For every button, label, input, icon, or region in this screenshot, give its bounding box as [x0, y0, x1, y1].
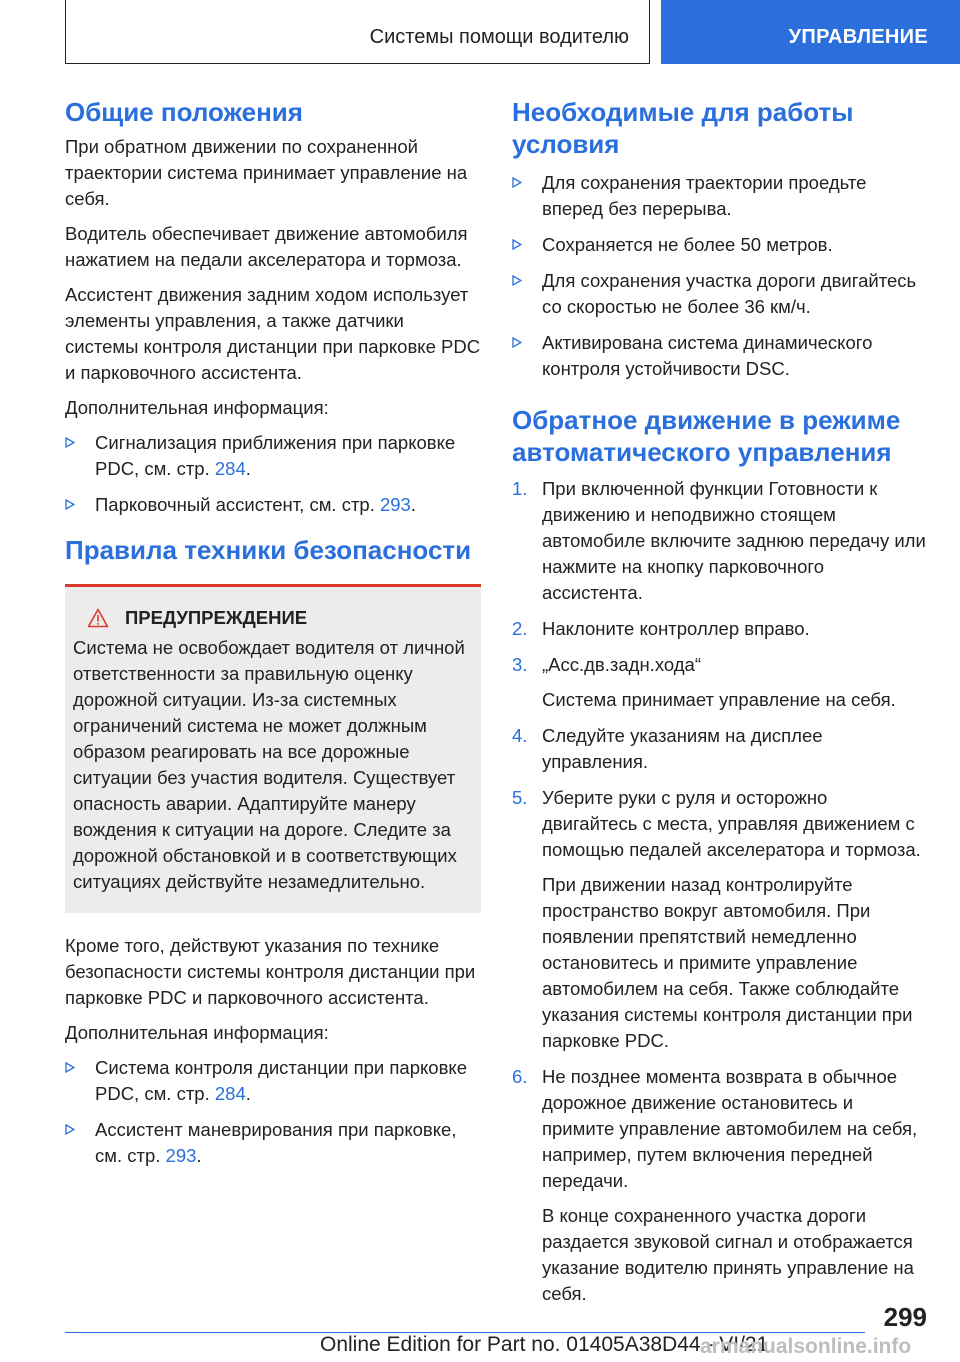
header-section-title: Системы помощи водителю — [369, 26, 629, 48]
page-link-293[interactable]: 293 — [379, 494, 411, 515]
list-item-text: Для сохранения траектории проедьте вперед без перерыва. — [542, 172, 867, 219]
step-item — [512, 723, 927, 775]
conditions-list — [512, 170, 927, 382]
general-reference-list — [65, 430, 481, 518]
list-item-text: Ассистент маневрирования при парковке, см. стр. — [95, 1119, 457, 1166]
step-text: Не позднее момента возврата в обычное дорожное движение остановитесь и примите управление автомобилем на себя, например, путем включения передней передачи. — [542, 1066, 918, 1191]
page-number: 299 — [883, 1302, 927, 1332]
general-paragraph-3: Ассистент движения задним ходом использует элементы управления, а также датчики системы контроля дистанции при парковке PDC и парковочного ассистента. — [65, 284, 481, 383]
general-paragraph-2: Водитель обеспечивает движение автомобиля нажатием на педали акселератора и тормоза. — [65, 223, 468, 270]
heading-safety: Правила техники безопасности — [65, 535, 472, 565]
list-item — [512, 330, 927, 382]
step-number: 6. — [512, 1066, 528, 1087]
step-text: „Асс.дв.задн.хода“ — [542, 654, 701, 675]
header-section-box — [65, 0, 650, 64]
step-item — [512, 1064, 927, 1307]
triangle-bullet-icon — [65, 1062, 75, 1073]
list-item-text: Парковочный ассистент, см. стр. — [95, 494, 380, 515]
list-item-text: Сигнализация приближения при парковке PDC, см. стр. — [95, 432, 456, 479]
step-number: 2. — [512, 618, 528, 639]
list-item-text: Система контроля дистанции при парковке PDC, см. стр. — [95, 1057, 467, 1104]
general-paragraph-1: При обратном движении по сохраненной траектории система принимает управление на себя. — [65, 136, 468, 209]
step-number: 4. — [512, 725, 528, 746]
heading-general: Общие положения — [65, 97, 303, 127]
watermark: armanualsonline.info — [700, 1335, 912, 1358]
triangle-bullet-icon — [65, 499, 75, 510]
warning-text: Система не освобождает водителя от личной ответственности за правильную оценку дорожной ситуации. Из-за системных ограничений система не может должным образом реагировать на все дорожные ситуации без участия водителя. Существует опасность аварии. Адаптируйте манеру вождения к ситуации на дороге. Следите за дорожной обстановкой и в соответствующих ситуациях действуйте незамедлительно. — [73, 637, 465, 892]
step-item — [512, 616, 927, 642]
step-text: Уберите руки с руля и осторожно двигайтесь с места, управляя движением с помощью педалей акселератора и тормоза. — [542, 787, 921, 860]
auto-steps-list — [512, 476, 927, 1307]
list-item — [512, 170, 927, 222]
step-text: Наклоните контроллер вправо. — [542, 618, 810, 639]
list-item-text: Активирована система динамического контроля устойчивости DSC. — [542, 332, 873, 379]
list-item — [512, 232, 927, 258]
list-item: Система контроля дистанции при парковке PDC, см. стр. 284. — [65, 1055, 481, 1107]
footer-edition: Online Edition for Part no. 01405A38D44 - VI/21 — [320, 1333, 769, 1356]
step-item — [512, 652, 927, 713]
header-chapter-tab — [661, 0, 960, 64]
triangle-bullet-icon — [512, 275, 522, 286]
safety-paragraph-1: Кроме того, действуют указания по технике безопасности системы контроля дистанции при парковке PDC и парковочного ассистента. — [65, 935, 476, 1008]
page-link-284[interactable]: 284 — [214, 1083, 246, 1104]
general-more-info: Дополнительная информация: — [65, 397, 329, 418]
left-column — [65, 96, 481, 1179]
page-link-293[interactable]: 293 — [165, 1145, 197, 1166]
heading-auto-reverse: Обратное движение в режиме автоматического управления — [512, 405, 901, 467]
step-item — [512, 785, 927, 1054]
step-text: При включенной функции Готовности к движению и неподвижно стоящем автомобиле включите заднюю передачу или нажмите на кнопку парковочного ассистента. — [542, 478, 926, 603]
triangle-bullet-icon — [65, 1124, 75, 1135]
warning-title: ПРЕДУПРЕЖДЕНИЕ — [125, 607, 308, 628]
page-link-284[interactable]: 284 — [214, 458, 246, 479]
step-text: Следуйте указаниям на дисплее управления. — [542, 725, 823, 772]
warning-box — [65, 584, 481, 913]
triangle-bullet-icon — [512, 239, 522, 250]
list-item-text: Для сохранения участка дороги двигайтесь со скоростью не более 36 км/ч. — [542, 270, 917, 317]
step-item — [512, 476, 927, 606]
safety-more-info: Дополнительная информация: — [65, 1022, 329, 1043]
list-item: Ассистент маневрирования при парковке, см. стр. 293. — [65, 1117, 481, 1169]
safety-reference-list — [65, 1055, 481, 1169]
heading-conditions: Необходимые для работы условия — [512, 97, 854, 159]
triangle-bullet-icon — [65, 437, 75, 448]
warning-header — [73, 607, 473, 629]
warning-triangle-icon — [87, 608, 109, 628]
list-item-text: Сохраняется не более 50 метров. — [542, 234, 833, 255]
list-item: Сигнализация приближения при парковке PDC, см. стр. 284. — [65, 430, 481, 482]
step-number: 5. — [512, 787, 528, 808]
step-number: 3. — [512, 654, 528, 675]
step-subtext: В конце сохраненного участка дороги раздается звуковой сигнал и отображается указание водителю принять управление на себя. — [542, 1205, 914, 1304]
header-chapter-title: УПРАВЛЕНИЕ — [788, 26, 928, 48]
right-column — [512, 96, 927, 1317]
step-subtext: Система принимает управление на себя. — [542, 689, 896, 710]
list-item: Парковочный ассистент, см. стр. 293. — [65, 492, 481, 518]
list-item — [512, 268, 927, 320]
step-subtext: При движении назад контролируйте пространство вокруг автомобиля. При появлении препятствий немедленно остановитесь и примите управление автомобилем на себя. Также соблюдайте указания системы контроля дистанции при парковке PDC. — [542, 874, 913, 1051]
step-number: 1. — [512, 478, 528, 499]
triangle-bullet-icon — [512, 337, 522, 348]
triangle-bullet-icon — [512, 177, 522, 188]
